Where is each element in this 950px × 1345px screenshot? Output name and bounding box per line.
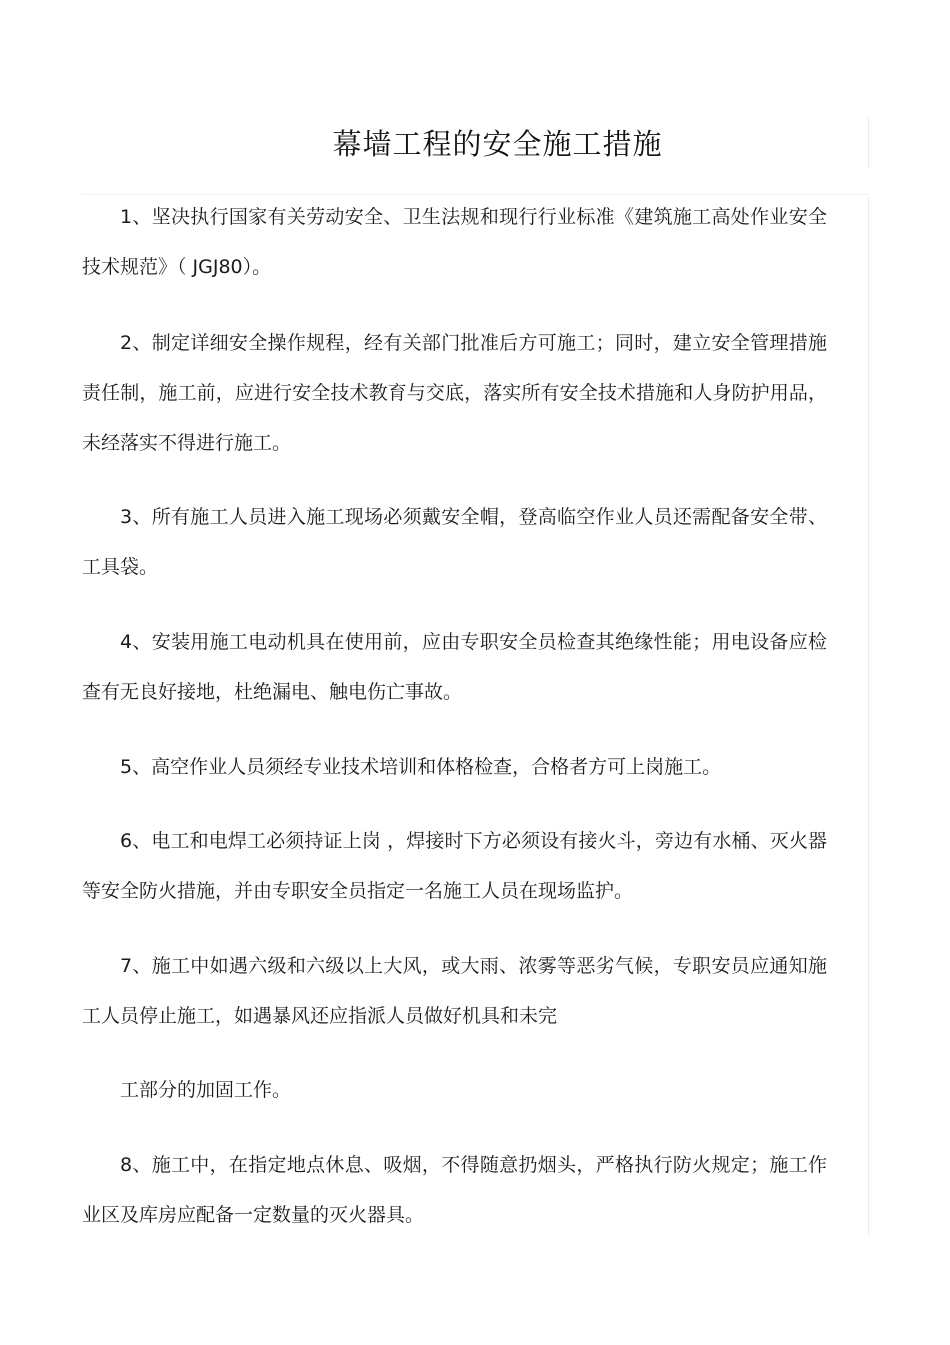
paragraph-5: 5、高空作业人员须经专业技术培训和体格检查，合格者方可上岗施工。 [120, 756, 722, 778]
paragraph-7-continuation: 工部分的加固工作。 [120, 1079, 292, 1101]
page-border-right [868, 196, 869, 1236]
paragraph-8: 8、施工中，在指定地点休息、吸烟，不得随意扔烟头，严格执行防火规定；施工作业区及库房应配备一定数量的灭火器具。 [82, 1154, 827, 1226]
paragraph-1: 1、坚决执行国家有关劳动安全、卫生法规和现行行业标准《建筑施工高处作业安全技术规范》（ JGJ80）。 [82, 206, 827, 278]
paragraph-2: 2、制定详细安全操作规程，经有关部门批准后方可施工；同时，建立安全管理措施责任制，施工前，应进行安全技术教育与交底，落实所有安全技术措施和人身防护用品，未经落实不得进行施工。 [82, 332, 827, 454]
paragraph-3: 3、所有施工人员进入施工现场必须戴安全帽，登高临空作业人员还需配备安全带、工具袋。 [82, 506, 827, 578]
paragraph-6: 6、电工和电焊工必须持证上岗 ，焊接时下方必须设有接火斗，旁边有水桶、灭火器等安全防火措施，并由专职安全员指定一名施工人员在现场监护。 [82, 830, 827, 902]
paragraph-4: 4、安装用施工电动机具在使用前，应由专职安全员检查其绝缘性能；用电设备应检查有无良好接地，杜绝漏电、触电伤亡事故。 [82, 631, 827, 703]
document-title: 幕墙工程的安全施工措施 [332, 127, 663, 161]
paragraph-7: 7、施工中如遇六级和六级以上大风，或大雨、浓雾等恶劣气候，专职安员应通知施工人员停止施工，如遇暴风还应指派人员做好机具和未完 [82, 955, 827, 1027]
